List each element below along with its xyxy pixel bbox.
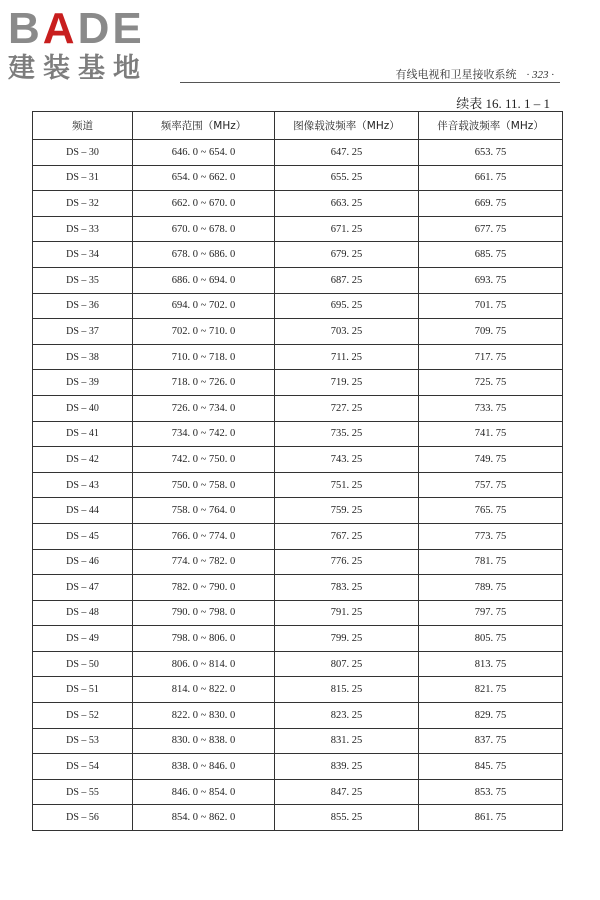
running-head	[396, 66, 555, 82]
cell-channel: DS – 31	[33, 165, 133, 191]
logo-wordmark: BADE	[8, 4, 145, 53]
cell-channel: DS – 51	[33, 677, 133, 703]
cell-frequency-range: 822. 0 ~ 830. 0	[133, 703, 275, 729]
cell-audio-carrier: 709. 75	[419, 319, 563, 345]
cell-video-carrier: 663. 25	[275, 191, 419, 217]
cell-channel: DS – 36	[33, 293, 133, 319]
cell-channel: DS – 54	[33, 754, 133, 780]
table-row	[33, 319, 563, 345]
cell-channel: DS – 53	[33, 728, 133, 754]
cell-audio-carrier: 685. 75	[419, 242, 563, 268]
cell-video-carrier: 767. 25	[275, 523, 419, 549]
cell-channel: DS – 34	[33, 242, 133, 268]
cell-channel: DS – 40	[33, 395, 133, 421]
cell-channel: DS – 48	[33, 600, 133, 626]
cell-audio-carrier: 845. 75	[419, 754, 563, 780]
cell-frequency-range: 694. 0 ~ 702. 0	[133, 293, 275, 319]
cell-video-carrier: 655. 25	[275, 165, 419, 191]
cell-frequency-range: 718. 0 ~ 726. 0	[133, 370, 275, 396]
table-row	[33, 575, 563, 601]
table-row	[33, 549, 563, 575]
cell-video-carrier: 855. 25	[275, 805, 419, 831]
cell-video-carrier: 687. 25	[275, 267, 419, 293]
cell-video-carrier: 759. 25	[275, 498, 419, 524]
cell-video-carrier: 719. 25	[275, 370, 419, 396]
cell-audio-carrier: 765. 75	[419, 498, 563, 524]
cell-audio-carrier: 837. 75	[419, 728, 563, 754]
cell-channel: DS – 32	[33, 191, 133, 217]
header-audio-carrier: 伴音载波频率（MHz）	[419, 112, 563, 140]
table-row	[33, 421, 563, 447]
cell-audio-carrier: 805. 75	[419, 626, 563, 652]
cell-audio-carrier: 733. 75	[419, 395, 563, 421]
cell-channel: DS – 55	[33, 779, 133, 805]
table-row	[33, 523, 563, 549]
table-row	[33, 344, 563, 370]
page-number: · 323 ·	[526, 69, 554, 81]
table-row	[33, 165, 563, 191]
cell-frequency-range: 726. 0 ~ 734. 0	[133, 395, 275, 421]
cell-channel: DS – 47	[33, 575, 133, 601]
cell-audio-carrier: 693. 75	[419, 267, 563, 293]
cell-video-carrier: 743. 25	[275, 447, 419, 473]
header-rule	[180, 82, 560, 83]
cell-video-carrier: 815. 25	[275, 677, 419, 703]
cell-audio-carrier: 661. 75	[419, 165, 563, 191]
table-row	[33, 677, 563, 703]
table-body	[33, 140, 563, 831]
section-title: 有线电视和卫星接收系统	[395, 68, 517, 81]
cell-audio-carrier: 725. 75	[419, 370, 563, 396]
table-row	[33, 293, 563, 319]
cell-video-carrier: 831. 25	[275, 728, 419, 754]
cell-frequency-range: 846. 0 ~ 854. 0	[133, 779, 275, 805]
cell-frequency-range: 678. 0 ~ 686. 0	[133, 242, 275, 268]
cell-audio-carrier: 781. 75	[419, 549, 563, 575]
cell-channel: DS – 41	[33, 421, 133, 447]
table-row	[33, 395, 563, 421]
cell-video-carrier: 776. 25	[275, 549, 419, 575]
cell-audio-carrier: 797. 75	[419, 600, 563, 626]
table-row	[33, 267, 563, 293]
cell-video-carrier: 695. 25	[275, 293, 419, 319]
cell-frequency-range: 686. 0 ~ 694. 0	[133, 267, 275, 293]
cell-frequency-range: 646. 0 ~ 654. 0	[133, 140, 275, 166]
table-row	[33, 779, 563, 805]
cell-frequency-range: 670. 0 ~ 678. 0	[133, 216, 275, 242]
cell-channel: DS – 46	[33, 549, 133, 575]
table-row	[33, 242, 563, 268]
cell-audio-carrier: 669. 75	[419, 191, 563, 217]
cell-video-carrier: 751. 25	[275, 472, 419, 498]
cell-video-carrier: 823. 25	[275, 703, 419, 729]
table-row	[33, 651, 563, 677]
brand-logo	[8, 6, 178, 84]
cell-audio-carrier: 749. 75	[419, 447, 563, 473]
cell-frequency-range: 798. 0 ~ 806. 0	[133, 626, 275, 652]
cell-frequency-range: 782. 0 ~ 790. 0	[133, 575, 275, 601]
cell-audio-carrier: 829. 75	[419, 703, 563, 729]
cell-video-carrier: 711. 25	[275, 344, 419, 370]
cell-audio-carrier: 773. 75	[419, 523, 563, 549]
header-frequency-range: 频率范围（MHz）	[133, 112, 275, 140]
logo-tagline: 建装基地	[8, 53, 148, 84]
cell-channel: DS – 50	[33, 651, 133, 677]
cell-channel: DS – 39	[33, 370, 133, 396]
cell-video-carrier: 735. 25	[275, 421, 419, 447]
cell-video-carrier: 791. 25	[275, 600, 419, 626]
cell-audio-carrier: 853. 75	[419, 779, 563, 805]
table-row	[33, 754, 563, 780]
cell-frequency-range: 742. 0 ~ 750. 0	[133, 447, 275, 473]
cell-channel: DS – 45	[33, 523, 133, 549]
table-row	[33, 370, 563, 396]
cell-channel: DS – 43	[33, 472, 133, 498]
cell-audio-carrier: 821. 75	[419, 677, 563, 703]
cell-frequency-range: 774. 0 ~ 782. 0	[133, 549, 275, 575]
table-row	[33, 472, 563, 498]
table-row	[33, 703, 563, 729]
cell-frequency-range: 790. 0 ~ 798. 0	[133, 600, 275, 626]
cell-audio-carrier: 741. 75	[419, 421, 563, 447]
cell-channel: DS – 38	[33, 344, 133, 370]
cell-channel: DS – 33	[33, 216, 133, 242]
cell-audio-carrier: 861. 75	[419, 805, 563, 831]
cell-video-carrier: 783. 25	[275, 575, 419, 601]
table-row	[33, 447, 563, 473]
cell-video-carrier: 671. 25	[275, 216, 419, 242]
cell-frequency-range: 654. 0 ~ 662. 0	[133, 165, 275, 191]
cell-audio-carrier: 813. 75	[419, 651, 563, 677]
table-row	[33, 600, 563, 626]
cell-channel: DS – 42	[33, 447, 133, 473]
cell-frequency-range: 854. 0 ~ 862. 0	[133, 805, 275, 831]
cell-video-carrier: 727. 25	[275, 395, 419, 421]
cell-audio-carrier: 717. 75	[419, 344, 563, 370]
cell-frequency-range: 662. 0 ~ 670. 0	[133, 191, 275, 217]
cell-channel: DS – 30	[33, 140, 133, 166]
cell-audio-carrier: 757. 75	[419, 472, 563, 498]
table-row	[33, 140, 563, 166]
cell-frequency-range: 830. 0 ~ 838. 0	[133, 728, 275, 754]
cell-video-carrier: 839. 25	[275, 754, 419, 780]
cell-channel: DS – 44	[33, 498, 133, 524]
cell-audio-carrier: 653. 75	[419, 140, 563, 166]
table-row	[33, 191, 563, 217]
cell-frequency-range: 806. 0 ~ 814. 0	[133, 651, 275, 677]
header-video-carrier: 图像载波频率（MHz）	[275, 112, 419, 140]
cell-channel: DS – 35	[33, 267, 133, 293]
cell-audio-carrier: 677. 75	[419, 216, 563, 242]
cell-video-carrier: 679. 25	[275, 242, 419, 268]
cell-frequency-range: 758. 0 ~ 764. 0	[133, 498, 275, 524]
table-header-row	[33, 112, 563, 140]
frequency-table	[32, 111, 563, 831]
cell-frequency-range: 702. 0 ~ 710. 0	[133, 319, 275, 345]
cell-video-carrier: 847. 25	[275, 779, 419, 805]
cell-video-carrier: 807. 25	[275, 651, 419, 677]
header-channel: 频道	[33, 112, 133, 140]
table-row	[33, 216, 563, 242]
table-row	[33, 626, 563, 652]
cell-frequency-range: 710. 0 ~ 718. 0	[133, 344, 275, 370]
table-row	[33, 805, 563, 831]
cell-video-carrier: 703. 25	[275, 319, 419, 345]
cell-channel: DS – 56	[33, 805, 133, 831]
cell-frequency-range: 766. 0 ~ 774. 0	[133, 523, 275, 549]
cell-frequency-range: 838. 0 ~ 846. 0	[133, 754, 275, 780]
cell-channel: DS – 49	[33, 626, 133, 652]
cell-channel: DS – 37	[33, 319, 133, 345]
cell-audio-carrier: 789. 75	[419, 575, 563, 601]
cell-video-carrier: 799. 25	[275, 626, 419, 652]
table-row	[33, 498, 563, 524]
cell-frequency-range: 734. 0 ~ 742. 0	[133, 421, 275, 447]
table-row	[33, 728, 563, 754]
table-caption: 续表 16. 11. 1 – 1	[456, 96, 550, 111]
cell-frequency-range: 750. 0 ~ 758. 0	[133, 472, 275, 498]
cell-audio-carrier: 701. 75	[419, 293, 563, 319]
cell-frequency-range: 814. 0 ~ 822. 0	[133, 677, 275, 703]
cell-channel: DS – 52	[33, 703, 133, 729]
cell-video-carrier: 647. 25	[275, 140, 419, 166]
